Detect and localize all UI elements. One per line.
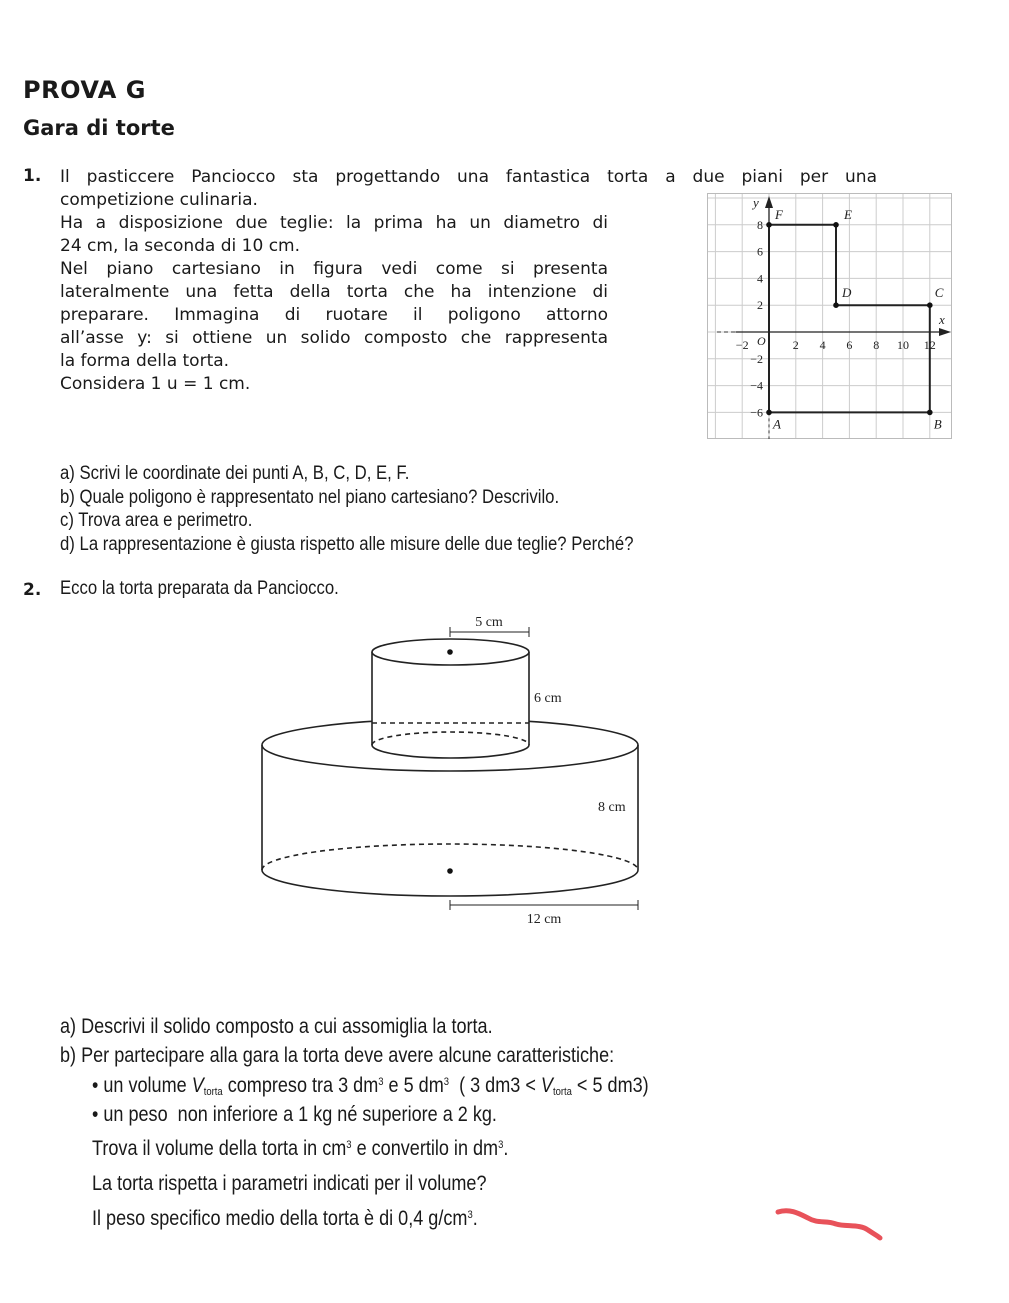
y-tick-label: 8 — [757, 217, 763, 232]
y-tick-label: −6 — [750, 405, 763, 420]
y-tick-label: −2 — [750, 351, 763, 366]
cake-figure — [255, 608, 655, 933]
point-label-A: A — [773, 416, 781, 432]
label-bottom-radius: 12 cm — [526, 912, 562, 927]
x-tick-label: 6 — [846, 338, 853, 352]
point-label-B: B — [933, 416, 942, 432]
origin-label: O — [757, 334, 766, 348]
point-B — [927, 410, 933, 416]
point-label-C: C — [934, 285, 944, 301]
y-tick-label: −4 — [750, 378, 763, 393]
exercise-1-intro-line: 24 cm, la seconda di 10 cm. — [60, 236, 301, 256]
y-axis-label: y — [753, 195, 759, 210]
bottom-center-dot — [447, 868, 453, 874]
x-tick-label: 10 — [897, 338, 909, 352]
bullet-icon: • — [92, 1103, 99, 1126]
density-text: Il peso specifico medio della torta è di 0,4 $g/cm^3$. — [92, 1207, 478, 1230]
exercise-1-question: b) Quale poligono è rappresentato nel piano cartesiano? Descrivilo. — [60, 486, 560, 508]
label-top-height: 6 cm — [534, 691, 562, 706]
cartesian-graph — [707, 193, 952, 439]
page-title: PROVA G — [23, 76, 146, 104]
bullet-volume: • un volume $V_{torta}$ compreso tra 3 $dm^3$ e 5 $dm^3$ ( 3 $dm3 < V_{torta} < 5$ dm3) — [92, 1074, 649, 1098]
top-center-dot — [447, 649, 453, 655]
bullet-weight: • un peso non inferiore a 1 kg né superiore a 2 kg. — [92, 1103, 497, 1126]
y-tick-label: 6 — [757, 244, 763, 259]
find-volume-text: Trova il volume della torta in $cm^3$ e convertilo in $dm^3$. — [92, 1137, 509, 1160]
check-volume-text: La torta rispetta i parametri indicati per il volume? — [92, 1172, 487, 1195]
bullet-icon: • — [92, 1074, 99, 1097]
x-tick-label: 4 — [819, 338, 826, 352]
exercise-1-question: c) Trova area e perimetro. — [60, 510, 253, 531]
point-C — [927, 302, 933, 308]
exercise-2-number: 2. — [23, 580, 42, 600]
label-bottom-height: 8 cm — [598, 800, 626, 815]
point-E — [833, 222, 839, 228]
exercise-2-intro: Ecco la torta preparata da Panciocco. — [60, 578, 339, 599]
x-tick-label: 12 — [923, 338, 936, 352]
exercise-2-question-b: b) Per partecipare alla gara la torta deve avere alcune caratteristiche: — [60, 1044, 615, 1067]
point-label-F: F — [775, 206, 783, 222]
exercise-1-intro-line: Considera 1 u = 1 cm. — [60, 374, 251, 394]
graph-frame — [708, 194, 952, 439]
exercise-1-intro-line: Il pasticcere Panciocco sta progettando una fantastica torta a due piani per una — [60, 167, 877, 187]
exercise-1-question: d) La rappresentazione è giusta rispetto alle misure delle due teglie? Perché? — [60, 533, 634, 555]
exercise-1-intro-line: all’asse y: si ottiene un solido composto che rappresenta — [60, 328, 608, 348]
y-tick-label: 4 — [757, 271, 763, 286]
point-D — [833, 302, 839, 308]
point-label-E: E — [844, 206, 852, 222]
exercise-1-intro-line: competizione culinaria. — [60, 190, 258, 210]
page-subtitle: Gara di torte — [23, 116, 175, 140]
bottom-cylinder-base-back — [262, 844, 638, 870]
x-tick-label: 8 — [873, 338, 880, 352]
exercise-2-question-a: a) Descrivi il solido composto a cui assomiglia la torta. — [60, 1015, 493, 1038]
point-A — [766, 410, 772, 416]
exercise-1-intro-line: Nel piano cartesiano in figura vedi come si presenta — [60, 259, 608, 279]
point-F — [766, 222, 772, 228]
x-tick-label: −2 — [735, 338, 749, 352]
red-pen-mark — [770, 1200, 890, 1250]
exercise-1-intro-line: la forma della torta. — [60, 351, 230, 371]
exercise-1-intro-line: preparare. Immagina di ruotare il poligono attorno — [60, 305, 608, 325]
exercise-1-intro-line: lateralmente una fetta della torta che ha intenzione di — [60, 282, 608, 302]
label-top-radius: 5 cm — [475, 615, 503, 630]
bottom-cylinder-base-front — [262, 870, 638, 896]
point-label-D: D — [842, 285, 852, 301]
y-tick-label: 2 — [757, 298, 763, 313]
exercise-1-question: a) Scrivi le coordinate dei punti A, B, C, D, E, F. — [60, 463, 410, 484]
x-tick-label: 2 — [792, 338, 799, 352]
x-axis-label: x — [939, 312, 945, 327]
exercise-1-intro-line: Ha a disposizione due teglie: la prima ha un diametro di — [60, 213, 608, 233]
exercise-1-number: 1. — [23, 166, 42, 186]
